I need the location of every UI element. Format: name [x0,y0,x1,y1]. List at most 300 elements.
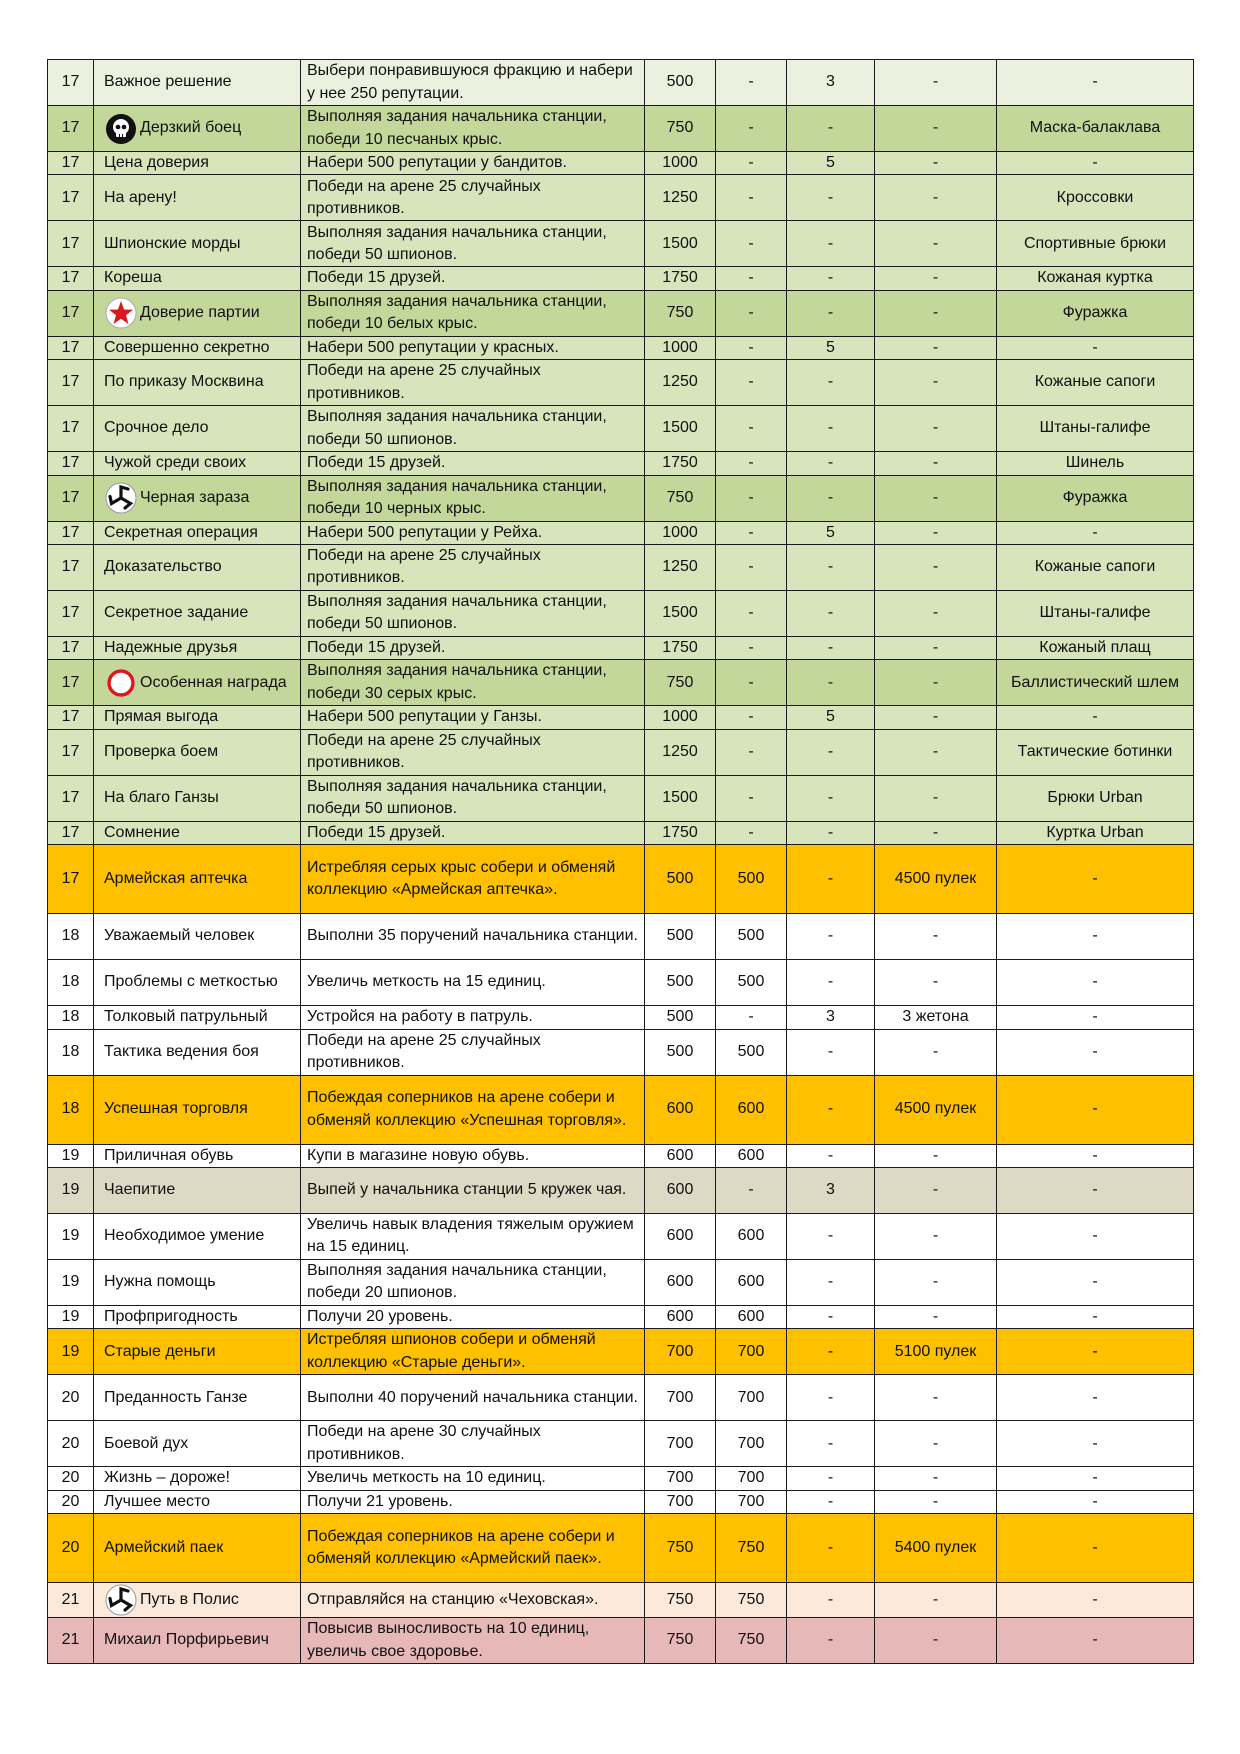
bonus-cell: - [875,729,997,775]
money-cell: - [716,521,787,544]
count-cell: - [787,729,875,775]
experience-cell: 700 [645,1467,716,1490]
task-cell: Победи на арене 30 случайных противников. [301,1421,645,1467]
table-row [48,406,1194,452]
table-row [48,845,1194,914]
money-cell: - [716,636,787,659]
name-cell: Секретное задание [94,590,301,636]
item-cell: Баллистический шлем [997,660,1194,706]
bonus-cell: 4500 пулек [875,845,997,914]
level-cell: 17 [48,60,94,106]
level-cell: 17 [48,821,94,844]
task-cell: Увеличь навык владения тяжелым оружием на 15 единиц. [301,1213,645,1259]
level-cell: 19 [48,1213,94,1259]
bonus-cell: 3 жетона [875,1006,997,1029]
table-row [48,1075,1194,1144]
bonus-cell: - [875,1305,997,1328]
level-cell: 17 [48,452,94,475]
triskelion-icon [104,481,140,515]
table-row [48,360,1194,406]
money-cell: - [716,267,787,290]
money-cell: - [716,336,787,359]
item-cell: Куртка Urban [997,821,1194,844]
money-cell: - [716,360,787,406]
experience-cell: 750 [645,106,716,152]
name-cell: Необходимое умение [94,1213,301,1259]
table-row [48,775,1194,821]
money-cell: 600 [716,1144,787,1167]
name-cell: Преданность Ганзе [94,1375,301,1421]
item-cell: - [997,1006,1194,1029]
level-cell: 20 [48,1490,94,1513]
bonus-cell: - [875,1167,997,1213]
money-cell: - [716,544,787,590]
level-cell: 17 [48,521,94,544]
count-cell: - [787,475,875,521]
task-cell: Выполняя задания начальника станции, победи 50 шпионов. [301,590,645,636]
bonus-cell: - [875,636,997,659]
task-cell: Победи на арене 25 случайных противников. [301,544,645,590]
bonus-cell: - [875,960,997,1006]
name-cell: На благо Ганзы [94,775,301,821]
task-cell: Победи на арене 25 случайных противников. [301,729,645,775]
count-cell: - [787,1144,875,1167]
name-cell: Михаил Порфирьевич [94,1618,301,1664]
table-row [48,1259,1194,1305]
count-cell: - [787,1421,875,1467]
table-row [48,475,1194,521]
name-cell: Боевой дух [94,1421,301,1467]
item-cell: Брюки Urban [997,775,1194,821]
bonus-cell: - [875,1259,997,1305]
name-cell: Уважаемый человек [94,914,301,960]
bonus-cell: - [875,1421,997,1467]
item-cell: Маска-балаклава [997,106,1194,152]
task-cell: Выбери понравившуюся фракцию и набери у нее 250 репутации. [301,60,645,106]
experience-cell: 1250 [645,175,716,221]
level-cell: 21 [48,1618,94,1664]
item-cell: - [997,1514,1194,1583]
item-cell: - [997,845,1194,914]
item-cell: - [997,1029,1194,1075]
item-cell: - [997,1329,1194,1375]
task-cell: Победи 15 друзей. [301,267,645,290]
money-cell: 700 [716,1467,787,1490]
name-cell: Приличная обувь [94,1144,301,1167]
name-cell [94,290,301,336]
table-row [48,1467,1194,1490]
money-cell: - [716,406,787,452]
bonus-cell: - [875,1583,997,1618]
table-row [48,1029,1194,1075]
level-cell: 17 [48,175,94,221]
task-cell: Выполни 40 поручений начальника станции. [301,1375,645,1421]
item-cell: - [997,336,1194,359]
count-cell: - [787,1514,875,1583]
task-cell: Выполняя задания начальника станции, победи 50 шпионов. [301,221,645,267]
money-cell: 750 [716,1618,787,1664]
quest-name: Черная зараза [140,488,250,506]
money-cell: - [716,175,787,221]
experience-cell: 750 [645,290,716,336]
count-cell: - [787,1259,875,1305]
experience-cell: 1750 [645,821,716,844]
experience-cell: 500 [645,914,716,960]
bonus-cell: - [875,475,997,521]
task-cell: Истребляя шпионов собери и обменяй коллекцию «Старые деньги». [301,1329,645,1375]
experience-cell: 600 [645,1305,716,1328]
red-star-icon [104,296,140,330]
bonus-cell: - [875,452,997,475]
bonus-cell: - [875,590,997,636]
money-cell: 600 [716,1305,787,1328]
table-row [48,290,1194,336]
table-row [48,1421,1194,1467]
name-cell: Профпригодность [94,1305,301,1328]
experience-cell: 1000 [645,152,716,175]
item-cell: - [997,1467,1194,1490]
bonus-cell: - [875,106,997,152]
money-cell: - [716,1006,787,1029]
experience-cell: 700 [645,1421,716,1467]
name-cell: Чужой среди своих [94,452,301,475]
table-row [48,636,1194,659]
item-cell: - [997,706,1194,729]
table-row [48,914,1194,960]
experience-cell: 1000 [645,521,716,544]
name-cell: Совершенно секретно [94,336,301,359]
count-cell: 5 [787,336,875,359]
bonus-cell: - [875,1029,997,1075]
name-cell: Срочное дело [94,406,301,452]
task-cell: Победи 15 друзей. [301,452,645,475]
money-cell: - [716,775,787,821]
experience-cell: 750 [645,1514,716,1583]
money-cell: 750 [716,1514,787,1583]
experience-cell: 750 [645,660,716,706]
level-cell: 19 [48,1167,94,1213]
money-cell: 700 [716,1421,787,1467]
name-cell [94,106,301,152]
experience-cell: 750 [645,1583,716,1618]
bonus-cell: 5100 пулек [875,1329,997,1375]
name-cell: Армейская аптечка [94,845,301,914]
bonus-cell: - [875,290,997,336]
name-cell: Нужна помощь [94,1259,301,1305]
level-cell: 17 [48,406,94,452]
bonus-cell: - [875,821,997,844]
bonus-cell: - [875,336,997,359]
item-cell: Кожаный плащ [997,636,1194,659]
experience-cell: 1750 [645,452,716,475]
level-cell: 19 [48,1305,94,1328]
name-cell: Важное решение [94,60,301,106]
level-cell: 17 [48,706,94,729]
task-cell: Выполняя задания начальника станции, победи 50 шпионов. [301,406,645,452]
item-cell: - [997,1259,1194,1305]
task-cell: Получи 21 уровень. [301,1490,645,1513]
money-cell: 700 [716,1329,787,1375]
item-cell: - [997,1305,1194,1328]
bonus-cell: - [875,914,997,960]
money-cell: 500 [716,845,787,914]
experience-cell: 700 [645,1329,716,1375]
table-row [48,1006,1194,1029]
item-cell: Кожаная куртка [997,267,1194,290]
level-cell: 18 [48,1029,94,1075]
level-cell: 18 [48,1006,94,1029]
level-cell: 20 [48,1467,94,1490]
bonus-cell: - [875,267,997,290]
bonus-cell: - [875,706,997,729]
item-cell: - [997,1490,1194,1513]
count-cell: - [787,1467,875,1490]
table-row [48,729,1194,775]
experience-cell: 750 [645,475,716,521]
count-cell: - [787,106,875,152]
count-cell: - [787,1375,875,1421]
experience-cell: 1500 [645,590,716,636]
level-cell: 17 [48,221,94,267]
count-cell: - [787,1618,875,1664]
money-cell: - [716,60,787,106]
table-row [48,60,1194,106]
experience-cell: 500 [645,960,716,1006]
name-cell: Сомнение [94,821,301,844]
count-cell: - [787,775,875,821]
item-cell: Спортивные брюки [997,221,1194,267]
count-cell: - [787,914,875,960]
ring-icon [104,666,140,700]
task-cell: Отправляйся на станцию «Чеховская». [301,1583,645,1618]
task-cell: Повысив выносливость на 10 единиц, увеличь свое здоровье. [301,1618,645,1664]
item-cell: - [997,1618,1194,1664]
count-cell: - [787,1490,875,1513]
count-cell: - [787,290,875,336]
experience-cell: 750 [645,1618,716,1664]
money-cell: 500 [716,1029,787,1075]
experience-cell: 700 [645,1490,716,1513]
quest-name: Путь в Полис [140,1590,239,1608]
table-row [48,452,1194,475]
bonus-cell: - [875,1490,997,1513]
level-cell: 17 [48,660,94,706]
quest-name: Доверие партии [140,304,260,322]
money-cell: 700 [716,1490,787,1513]
bonus-cell: 5400 пулек [875,1514,997,1583]
experience-cell: 500 [645,1029,716,1075]
table-row [48,706,1194,729]
item-cell: - [997,152,1194,175]
count-cell: - [787,1329,875,1375]
money-cell: - [716,706,787,729]
task-cell: Победи на арене 25 случайных противников. [301,175,645,221]
level-cell: 17 [48,106,94,152]
name-cell: Старые деньги [94,1329,301,1375]
money-cell: - [716,290,787,336]
experience-cell: 1000 [645,336,716,359]
table-row [48,821,1194,844]
experience-cell: 600 [645,1259,716,1305]
item-cell: - [997,1213,1194,1259]
count-cell: - [787,660,875,706]
level-cell: 17 [48,845,94,914]
money-cell: - [716,106,787,152]
experience-cell: 1500 [645,221,716,267]
name-cell: Лучшее место [94,1490,301,1513]
task-cell: Получи 20 уровень. [301,1305,645,1328]
experience-cell: 1250 [645,360,716,406]
task-cell: Набери 500 репутации у Ганзы. [301,706,645,729]
count-cell: 3 [787,1167,875,1213]
bonus-cell: - [875,406,997,452]
item-cell: - [997,1144,1194,1167]
money-cell: - [716,821,787,844]
count-cell: - [787,1075,875,1144]
level-cell: 19 [48,1329,94,1375]
count-cell: 3 [787,1006,875,1029]
count-cell: - [787,221,875,267]
count-cell: - [787,406,875,452]
count-cell: - [787,821,875,844]
count-cell: 5 [787,521,875,544]
skull-icon [104,112,140,146]
name-cell: Жизнь – дороже! [94,1467,301,1490]
item-cell: Кроссовки [997,175,1194,221]
money-cell: 500 [716,914,787,960]
count-cell: - [787,267,875,290]
table-row [48,1144,1194,1167]
level-cell: 18 [48,1075,94,1144]
money-cell: 500 [716,960,787,1006]
count-cell: 5 [787,706,875,729]
money-cell: - [716,452,787,475]
item-cell: - [997,960,1194,1006]
item-cell: Тактические ботинки [997,729,1194,775]
experience-cell: 600 [645,1075,716,1144]
item-cell: - [997,60,1194,106]
experience-cell: 1250 [645,729,716,775]
quest-name: Особенная награда [140,673,287,691]
item-cell: Кожаные сапоги [997,360,1194,406]
task-cell: Увеличь меткость на 10 единиц. [301,1467,645,1490]
level-cell: 17 [48,360,94,406]
count-cell: - [787,360,875,406]
name-cell: Армейский паек [94,1514,301,1583]
bonus-cell: - [875,221,997,267]
table-row [48,175,1194,221]
table-row [48,1618,1194,1664]
experience-cell: 600 [645,1144,716,1167]
level-cell: 17 [48,267,94,290]
task-cell: Выполняя задания начальника станции, победи 50 шпионов. [301,775,645,821]
name-cell: Успешная торговля [94,1075,301,1144]
experience-cell: 600 [645,1213,716,1259]
item-cell: - [997,1421,1194,1467]
name-cell: Толковый патрульный [94,1006,301,1029]
task-cell: Набери 500 репутации у бандитов. [301,152,645,175]
level-cell: 17 [48,775,94,821]
table-row [48,1583,1194,1618]
task-cell: Истребляя серых крыс собери и обменяй коллекцию «Армейская аптечка». [301,845,645,914]
level-cell: 20 [48,1375,94,1421]
experience-cell: 1750 [645,636,716,659]
bonus-cell: - [875,521,997,544]
level-cell: 21 [48,1583,94,1618]
name-cell [94,660,301,706]
task-cell: Увеличь меткость на 15 единиц. [301,960,645,1006]
count-cell: 5 [787,152,875,175]
count-cell: - [787,590,875,636]
money-cell: 750 [716,1583,787,1618]
task-cell: Выполняя задания начальника станции, победи 30 серых крыс. [301,660,645,706]
level-cell: 17 [48,729,94,775]
money-cell: - [716,475,787,521]
name-cell: Кореша [94,267,301,290]
table-row [48,106,1194,152]
count-cell: - [787,175,875,221]
bonus-cell: - [875,1144,997,1167]
table-row [48,1329,1194,1375]
count-cell: - [787,1213,875,1259]
count-cell: - [787,452,875,475]
table-row [48,152,1194,175]
task-cell: Победи 15 друзей. [301,636,645,659]
table-body [48,60,1194,1664]
experience-cell: 600 [645,1167,716,1213]
level-cell: 17 [48,152,94,175]
item-cell: - [997,1167,1194,1213]
bonus-cell: - [875,775,997,821]
name-cell: По приказу Москвина [94,360,301,406]
name-cell [94,475,301,521]
item-cell: - [997,914,1194,960]
task-cell: Победи на арене 25 случайных противников. [301,1029,645,1075]
task-cell: Победи на арене 25 случайных противников. [301,360,645,406]
item-cell: Кожаные сапоги [997,544,1194,590]
table-row [48,1490,1194,1513]
table-row [48,544,1194,590]
task-cell: Выполняя задания начальника станции, победи 10 песчаных крыс. [301,106,645,152]
level-cell: 20 [48,1514,94,1583]
table-row [48,1167,1194,1213]
bonus-cell: - [875,1213,997,1259]
experience-cell: 700 [645,1375,716,1421]
table-row [48,1305,1194,1328]
table-row [48,960,1194,1006]
task-cell: Набери 500 репутации у Рейха. [301,521,645,544]
level-cell: 17 [48,636,94,659]
item-cell: Штаны-галифе [997,406,1194,452]
money-cell: 600 [716,1259,787,1305]
task-cell: Выпей у начальника станции 5 кружек чая. [301,1167,645,1213]
name-cell: Тактика ведения боя [94,1029,301,1075]
item-cell: - [997,1075,1194,1144]
task-cell: Победи 15 друзей. [301,821,645,844]
task-cell: Побеждая соперников на арене собери и обменяй коллекцию «Успешная торговля». [301,1075,645,1144]
name-cell [94,1583,301,1618]
table-row [48,1375,1194,1421]
count-cell: - [787,544,875,590]
name-cell: Чаепитие [94,1167,301,1213]
table-row [48,521,1194,544]
task-cell: Выполни 35 поручений начальника станции. [301,914,645,960]
bonus-cell: - [875,1618,997,1664]
level-cell: 17 [48,336,94,359]
item-cell: - [997,1583,1194,1618]
level-cell: 17 [48,590,94,636]
experience-cell: 500 [645,1006,716,1029]
